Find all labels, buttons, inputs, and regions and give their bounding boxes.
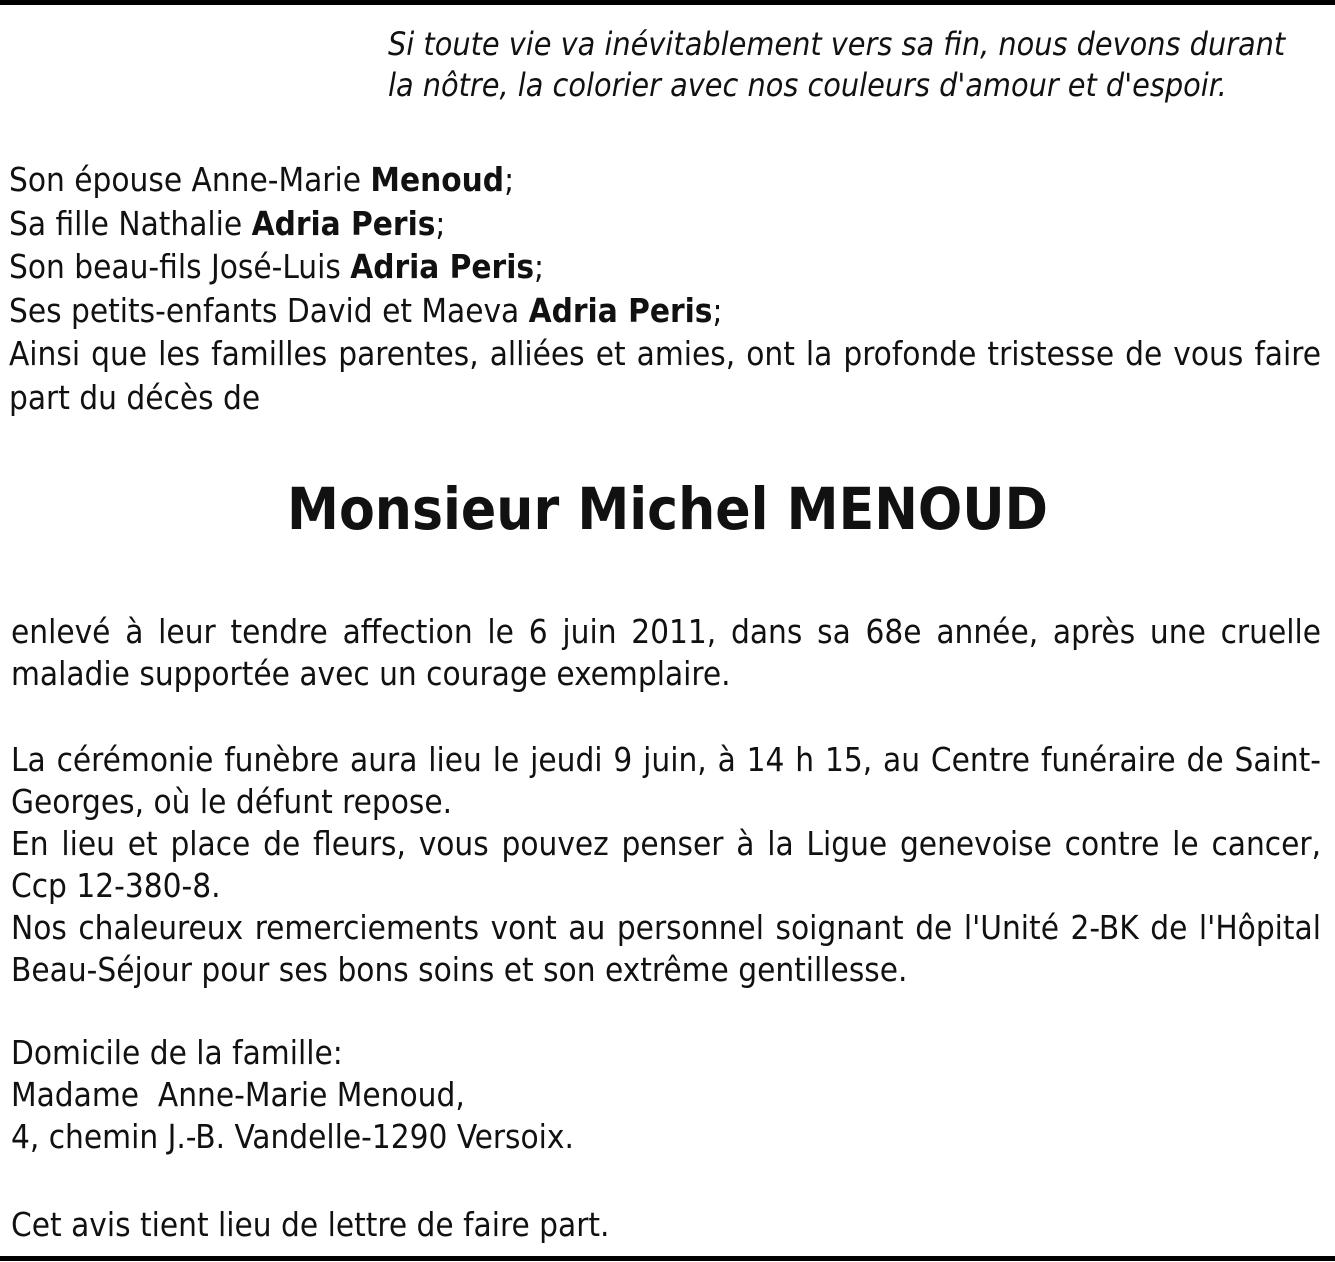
closing-text: Cet avis tient lieu de lettre de faire part.: [11, 1205, 610, 1244]
family-separator: ;: [435, 203, 446, 243]
family-spouse: [9, 158, 1321, 202]
family-grandchildren: [9, 289, 1321, 333]
family-separator: ;: [534, 247, 545, 286]
family-son-in-law-name: Adria Peris: [350, 247, 535, 286]
family-separator: ;: [712, 290, 723, 330]
family-grandchildren-prefix: Ses petits-enfants David et Maeva: [9, 290, 529, 330]
family-spouse-prefix: Son épouse Anne-Marie: [9, 160, 371, 199]
family-spouse-name: Menoud: [370, 160, 505, 199]
epigraph-line-1: Si toute vie va inévitablement vers sa fin, nous devons durant: [388, 25, 1286, 63]
bottom-border-rule: [0, 1256, 1335, 1261]
thanks-text: Nos chaleureux remerciements vont au personnel soignant de l'Unité 2-BK de l'Hôpital Beau-Séjour pour ses bons soins et son extrême gentillesse.: [11, 908, 1321, 989]
ceremony-section: [11, 739, 1321, 991]
family-son-in-law-prefix: Son beau-fils José-Luis: [9, 247, 351, 286]
family-daughter: [9, 202, 1321, 246]
family-list: [9, 158, 1321, 419]
top-border-rule: [0, 0, 1335, 5]
family-announcement: Ainsi que les familles parentes, alliées et amies, ont la profonde tristesse de vous faire part du décès de: [9, 334, 1321, 417]
domicile-section: [11, 1032, 1321, 1158]
deceased-name-heading: Monsieur Michel MENOUD: [287, 475, 1048, 543]
family-separator: ;: [504, 160, 515, 199]
family-son-in-law: [9, 245, 1321, 289]
epigraph-line-2: la nôtre, la colorier avec nos couleurs d'amour et d'espoir.: [388, 66, 1227, 104]
ceremony-text: La cérémonie funèbre aura lieu le jeudi 9 juin, à 14 h 15, au Centre funéraire de Saint-Georges, où le défunt repose.: [11, 740, 1321, 821]
passing-text: enlevé à leur tendre affection le 6 juin 2011, dans sa 68e année, après une cruelle maladie supportée avec un courage exemplaire.: [11, 612, 1321, 693]
family-daughter-prefix: Sa fille Nathalie: [9, 203, 252, 243]
passing-paragraph: [11, 611, 1321, 695]
epigraph-quote: [388, 24, 1333, 106]
closing-note: [11, 1204, 1321, 1246]
domicile-name: Madame Anne-Marie Menoud,: [11, 1075, 465, 1114]
domicile-heading: Domicile de la famille:: [11, 1033, 343, 1072]
family-daughter-name: Adria Peris: [251, 203, 436, 243]
family-grandchildren-name: Adria Peris: [528, 290, 713, 330]
domicile-address: 4, chemin J.-B. Vandelle-1290 Versoix.: [11, 1117, 574, 1156]
flowers-text: En lieu et place de fleurs, vous pouvez penser à la Ligue genevoise contre le cancer, Ccp 12-380-8.: [11, 824, 1321, 905]
